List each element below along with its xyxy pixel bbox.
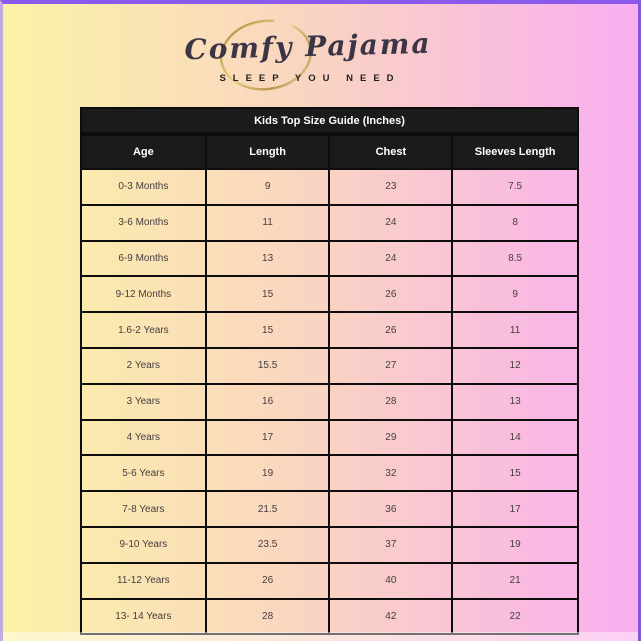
brand-tagline: SLEEP YOU NEED — [219, 73, 401, 84]
cell-sleeves-length: 17 — [452, 491, 578, 527]
column-header-age: Age — [81, 135, 206, 169]
cell-age: 11-12 Years — [81, 563, 206, 599]
table-row — [81, 599, 578, 635]
cell-age: 7-8 Years — [81, 491, 206, 527]
cell-chest: 37 — [329, 527, 452, 563]
cell-sleeves-length: 7.5 — [452, 169, 578, 205]
cell-age: 3 Years — [81, 384, 206, 420]
cell-length: 21.5 — [206, 491, 330, 527]
cell-length: 15 — [206, 312, 330, 348]
cell-sleeves-length: 8.5 — [452, 241, 578, 277]
cell-chest: 27 — [329, 348, 452, 384]
column-header-length: Length — [206, 135, 330, 169]
cell-chest: 29 — [329, 420, 452, 456]
cell-sleeves-length: 8 — [452, 205, 578, 241]
cell-age: 6-9 Months — [81, 241, 206, 277]
cell-chest: 24 — [329, 241, 452, 277]
table-row — [81, 455, 578, 491]
cell-length: 13 — [206, 241, 330, 277]
bottom-strip — [3, 632, 638, 641]
cell-chest: 32 — [329, 455, 452, 491]
table-row — [81, 241, 578, 277]
cell-length: 19 — [206, 455, 330, 491]
brand-logo — [3, 4, 638, 104]
cell-length: 17 — [206, 420, 330, 456]
size-table-body — [81, 169, 578, 634]
cell-age: 4 Years — [81, 420, 206, 456]
cell-length: 28 — [206, 599, 330, 635]
cell-chest: 24 — [329, 205, 452, 241]
column-header-chest: Chest — [329, 135, 452, 169]
cell-length: 26 — [206, 563, 330, 599]
cell-length: 15.5 — [206, 348, 330, 384]
cell-sleeves-length: 22 — [452, 599, 578, 635]
cell-sleeves-length: 14 — [452, 420, 578, 456]
cell-sleeves-length: 9 — [452, 276, 578, 312]
cell-chest: 23 — [329, 169, 452, 205]
table-row — [81, 384, 578, 420]
cell-sleeves-length: 19 — [452, 527, 578, 563]
cell-sleeves-length: 15 — [452, 455, 578, 491]
cell-length: 11 — [206, 205, 330, 241]
brand-name: Comfy Pajama — [184, 26, 432, 67]
table-header-row — [81, 135, 578, 169]
cell-length: 16 — [206, 384, 330, 420]
cell-age: 9-12 Months — [81, 276, 206, 312]
cell-age: 3-6 Months — [81, 205, 206, 241]
cell-age: 13- 14 Years — [81, 599, 206, 635]
table-row — [81, 420, 578, 456]
cell-age: 1.6-2 Years — [81, 312, 206, 348]
cell-age: 0-3 Months — [81, 169, 206, 205]
cell-age: 2 Years — [81, 348, 206, 384]
cell-chest: 42 — [329, 599, 452, 635]
column-header-sleeves-length: Sleeves Length — [452, 135, 578, 169]
cell-sleeves-length: 21 — [452, 563, 578, 599]
cell-sleeves-length: 13 — [452, 384, 578, 420]
table-row — [81, 312, 578, 348]
cell-chest: 36 — [329, 491, 452, 527]
cell-sleeves-length: 12 — [452, 348, 578, 384]
cell-age: 5-6 Years — [81, 455, 206, 491]
table-row — [81, 169, 578, 205]
cell-length: 15 — [206, 276, 330, 312]
table-row — [81, 276, 578, 312]
table-row — [81, 491, 578, 527]
cell-length: 23.5 — [206, 527, 330, 563]
cell-chest: 26 — [329, 276, 452, 312]
table-row — [81, 563, 578, 599]
cell-chest: 40 — [329, 563, 452, 599]
table-title: Kids Top Size Guide (Inches) — [80, 107, 579, 134]
cell-length: 9 — [206, 169, 330, 205]
cell-age: 9-10 Years — [81, 527, 206, 563]
table-row — [81, 205, 578, 241]
cell-chest: 28 — [329, 384, 452, 420]
table-row — [81, 527, 578, 563]
cell-chest: 26 — [329, 312, 452, 348]
size-table — [80, 134, 579, 635]
table-row — [81, 348, 578, 384]
cell-sleeves-length: 11 — [452, 312, 578, 348]
